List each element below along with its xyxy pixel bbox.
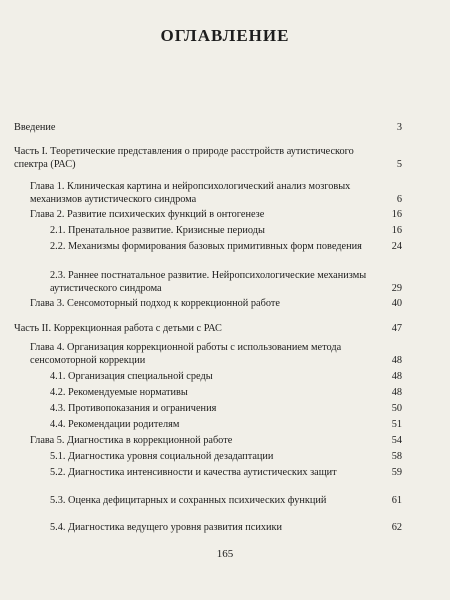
toc-entry-page: 51 xyxy=(391,419,402,430)
toc-entry-chapter-3 xyxy=(30,297,402,310)
toc-entry-page: 48 xyxy=(391,355,402,366)
toc-entry-section-2-1 xyxy=(50,224,402,237)
toc-entry-page: 29 xyxy=(391,283,402,294)
toc-entry-page: 16 xyxy=(391,209,402,220)
toc-entry-chapter-1 xyxy=(30,180,402,206)
toc-entry-section-5-3 xyxy=(50,494,402,507)
toc-entry-text: 2.2. Механизмы формирования базовых примитивных форм поведения xyxy=(50,241,362,252)
toc-entry-page: 16 xyxy=(391,225,402,236)
toc-entry-introduction xyxy=(14,121,402,134)
toc-entry-text: Часть I. Теоретические представления о природе расстройств аутистического спектра (РАС) xyxy=(14,146,354,170)
toc-entry-part-1 xyxy=(14,145,402,171)
toc-entry-text: Глава 5. Диагностика в коррекционной работе xyxy=(30,435,233,446)
toc-entry-page: 62 xyxy=(391,522,402,533)
toc-entry-section-4-4 xyxy=(50,418,402,431)
toc-entry-section-5-1 xyxy=(50,450,402,463)
toc-entry-chapter-2 xyxy=(30,208,402,221)
toc-entry-section-4-3 xyxy=(50,402,402,415)
toc-entry-text: 4.2. Рекомендуемые нормативы xyxy=(50,387,188,398)
toc-entry-text: Глава 1. Клиническая картина и нейропсихологический анализ мозговых механизмов аутистического синдрома xyxy=(30,181,351,205)
toc-entry-text: 4.1. Организация специальной среды xyxy=(50,371,213,382)
toc-entry-page: 40 xyxy=(391,298,402,309)
toc-entry-page: 47 xyxy=(391,323,402,334)
toc-entry-section-5-2 xyxy=(50,466,402,479)
toc-entry-text: 5.2. Диагностика интенсивности и качества аутистических защит xyxy=(50,467,337,478)
toc-entry-text: 5.4. Диагностика ведущего уровня развития психики xyxy=(50,522,283,533)
toc-entry-page: 6 xyxy=(396,194,402,205)
toc-entry-text: Глава 3. Сенсомоторный подход к коррекционной работе xyxy=(30,298,280,309)
toc-entry-section-2-3 xyxy=(50,269,402,295)
page-title: ОГЛАВЛЕНИЕ xyxy=(160,26,290,45)
toc-entry-page: 48 xyxy=(391,387,402,398)
toc-entry-page: 48 xyxy=(391,371,402,382)
page-number: 165 xyxy=(216,548,234,560)
toc-entry-part-2 xyxy=(14,322,402,335)
toc-entry-text: 2.1. Пренатальное развитие. Кризисные периоды xyxy=(50,225,265,236)
toc-entry-text: 5.1. Диагностика уровня социальной дезадаптации xyxy=(50,451,274,462)
toc-entry-text: Часть II. Коррекционная работа с детьми с РАС xyxy=(14,323,222,334)
toc-entry-page: 54 xyxy=(391,435,402,446)
toc-entry-page: 3 xyxy=(396,122,402,133)
toc-entry-section-4-1 xyxy=(50,370,402,383)
toc-entry-text: 5.3. Оценка дефицитарных и сохранных психических функций xyxy=(50,495,327,506)
toc-entry-page: 58 xyxy=(391,451,402,462)
toc-entry-page: 24 xyxy=(391,241,402,252)
toc-entry-text: Глава 4. Организация коррекционной работы с использованием метода сенсомоторной коррекции xyxy=(30,342,342,366)
toc-entry-section-4-2 xyxy=(50,386,402,399)
toc-entry-text: Введение xyxy=(14,122,56,133)
toc-entry-text: 2.3. Раннее постнатальное развитие. Нейропсихологические механизмы аутистического синдрома xyxy=(50,270,367,294)
toc-entry-text: 4.4. Рекомендации родителям xyxy=(50,419,180,430)
toc-entry-page: 59 xyxy=(391,467,402,478)
toc-entry-page: 61 xyxy=(391,495,402,506)
toc-entry-text: 4.3. Противопоказания и ограничения xyxy=(50,403,217,414)
toc-entry-page: 5 xyxy=(396,159,402,170)
toc-entry-section-5-4 xyxy=(50,521,402,534)
toc-entry-section-2-2 xyxy=(50,240,402,253)
toc-entry-page: 50 xyxy=(391,403,402,414)
toc-entry-text: Глава 2. Развитие психических функций в онтогенезе xyxy=(30,209,265,220)
toc-entry-chapter-4 xyxy=(30,341,402,367)
toc-entry-chapter-5 xyxy=(30,434,402,447)
